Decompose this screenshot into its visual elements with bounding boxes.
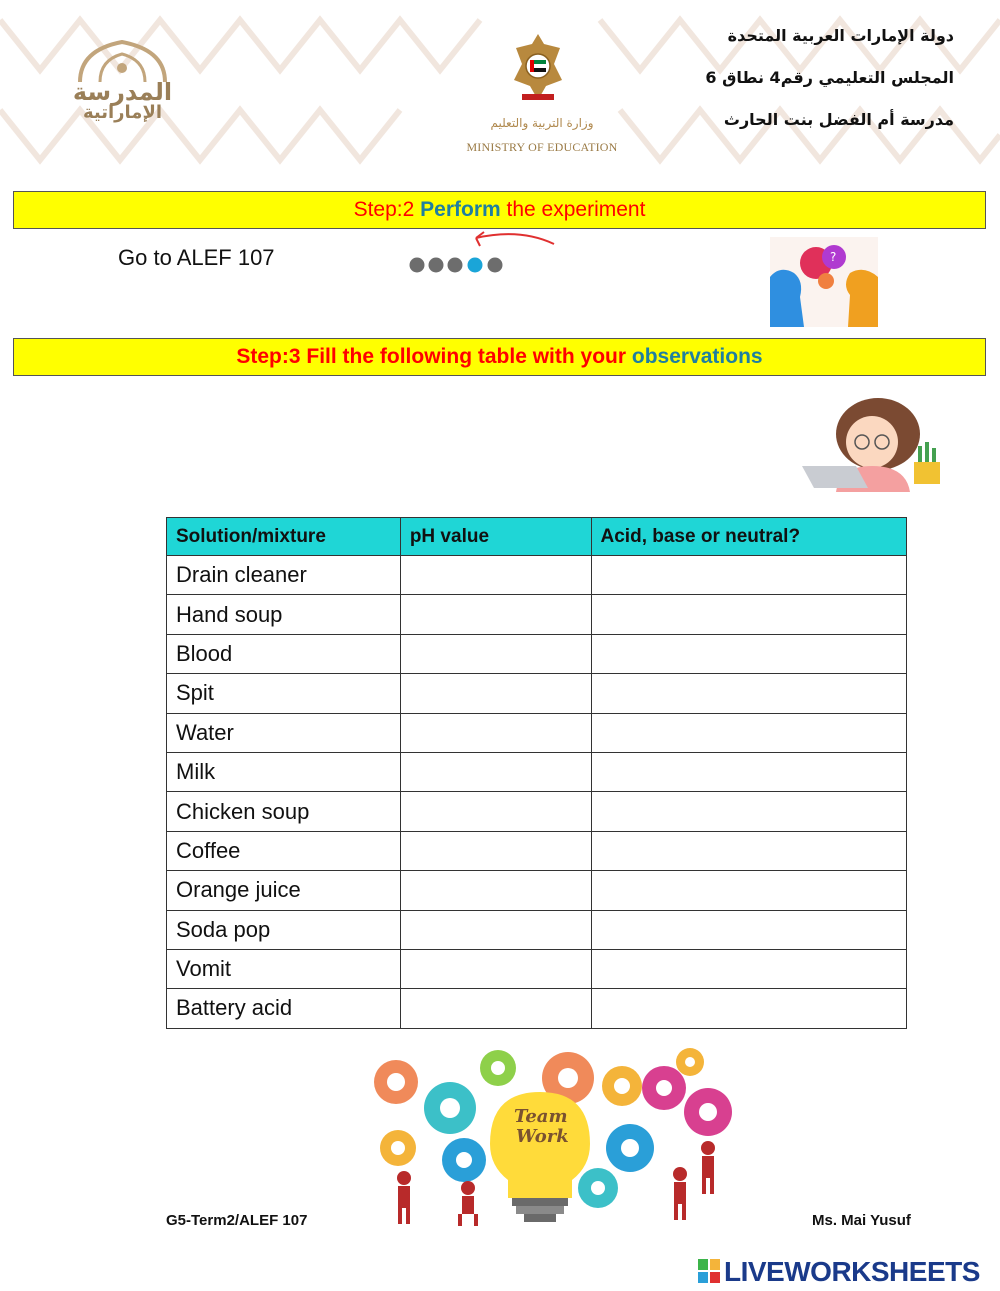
table-row: [167, 989, 907, 1028]
table-header-row: [167, 518, 907, 556]
classification-input[interactable]: [591, 831, 906, 870]
goto-instruction: Go to ALEF 107: [118, 245, 275, 270]
table-row: [167, 910, 907, 949]
header-school: مدرسة أم الفضل بنت الحارث: [723, 110, 954, 129]
step3-highlight: observations: [631, 345, 763, 368]
ph-input[interactable]: [400, 910, 591, 949]
ministry-arabic: وزارة التربية والتعليم: [490, 116, 594, 130]
solution-name: Battery acid: [167, 989, 401, 1028]
ph-input[interactable]: [400, 674, 591, 713]
ph-input[interactable]: [400, 634, 591, 673]
classification-input[interactable]: [591, 556, 906, 595]
ph-input[interactable]: [400, 949, 591, 988]
classification-input[interactable]: [591, 989, 906, 1028]
header-country: دولة الإمارات العربية المتحدة: [727, 26, 954, 45]
step2-banner: [13, 191, 986, 229]
ministry-english: MINISTRY OF EDUCATION: [466, 140, 618, 154]
table-row: [167, 556, 907, 595]
header-council: المجلس التعليمي رقم4 نطاق 6: [705, 68, 954, 87]
school-logo-line-1: المدرسة: [72, 78, 173, 106]
step2-suffix: the experiment: [500, 198, 646, 221]
thinking-heads-icon: [770, 237, 878, 327]
liveworksheets-icon: [698, 1259, 720, 1283]
solution-name: Hand soup: [167, 595, 401, 634]
step3-banner: [13, 338, 986, 376]
teamwork-line-2: Work: [516, 1126, 569, 1147]
uae-emblem-icon: [508, 30, 568, 106]
solution-name: Spit: [167, 674, 401, 713]
ph-input[interactable]: [400, 871, 591, 910]
school-logo-icon: [55, 38, 190, 83]
step2-prefix: Step:2: [353, 198, 421, 221]
table-row: [167, 713, 907, 752]
solution-name: Vomit: [167, 949, 401, 988]
solution-name: Water: [167, 713, 401, 752]
step2-highlight: Perform: [420, 198, 501, 221]
solution-name: Chicken soup: [167, 792, 401, 831]
classification-input[interactable]: [591, 674, 906, 713]
ph-input[interactable]: [400, 713, 591, 752]
table-row: [167, 752, 907, 791]
red-arrow-icon: [460, 226, 560, 256]
solution-name: Coffee: [167, 831, 401, 870]
table-row: [167, 634, 907, 673]
solution-name: Orange juice: [167, 871, 401, 910]
ph-input[interactable]: [400, 989, 591, 1028]
teamwork-line-1: Team: [514, 1106, 568, 1127]
school-logo: [55, 38, 190, 128]
school-logo-line-2: الإماراتية: [82, 102, 163, 123]
classification-input[interactable]: [591, 752, 906, 791]
table-row: [167, 595, 907, 634]
table-row: [167, 792, 907, 831]
girl-laptop-icon: [796, 396, 950, 492]
table-row: [167, 949, 907, 988]
footer-course: G5-Term2/ALEF 107: [166, 1212, 308, 1229]
liveworksheets-text: LIVEWORKSHEETS: [724, 1256, 980, 1287]
header-solution: Solution/mixture: [167, 518, 401, 556]
classification-input[interactable]: [591, 949, 906, 988]
classification-input[interactable]: [591, 713, 906, 752]
header-classification: Acid, base or neutral?: [591, 518, 906, 556]
ph-input[interactable]: [400, 595, 591, 634]
solution-name: Soda pop: [167, 910, 401, 949]
ph-input[interactable]: [400, 831, 591, 870]
classification-input[interactable]: [591, 871, 906, 910]
teamwork-lightbulb-icon: [368, 1048, 733, 1226]
svg-text:?: ?: [830, 250, 837, 264]
solution-name: Milk: [167, 752, 401, 791]
classification-input[interactable]: [591, 634, 906, 673]
classification-input[interactable]: [591, 595, 906, 634]
ph-input[interactable]: [400, 556, 591, 595]
progress-dots-icon: [408, 256, 508, 274]
header-ph: pH value: [400, 518, 591, 556]
footer-teacher: Ms. Mai Yusuf: [812, 1212, 911, 1229]
table-row: [167, 674, 907, 713]
solution-name: Drain cleaner: [167, 556, 401, 595]
step3-prefix: Step:3 Fill the following table with your: [236, 345, 632, 368]
observation-table: [166, 517, 907, 1029]
table-row: [167, 871, 907, 910]
classification-input[interactable]: [591, 792, 906, 831]
ph-input[interactable]: [400, 752, 591, 791]
classification-input[interactable]: [591, 910, 906, 949]
ph-input[interactable]: [400, 792, 591, 831]
table-row: [167, 831, 907, 870]
solution-name: Blood: [167, 634, 401, 673]
